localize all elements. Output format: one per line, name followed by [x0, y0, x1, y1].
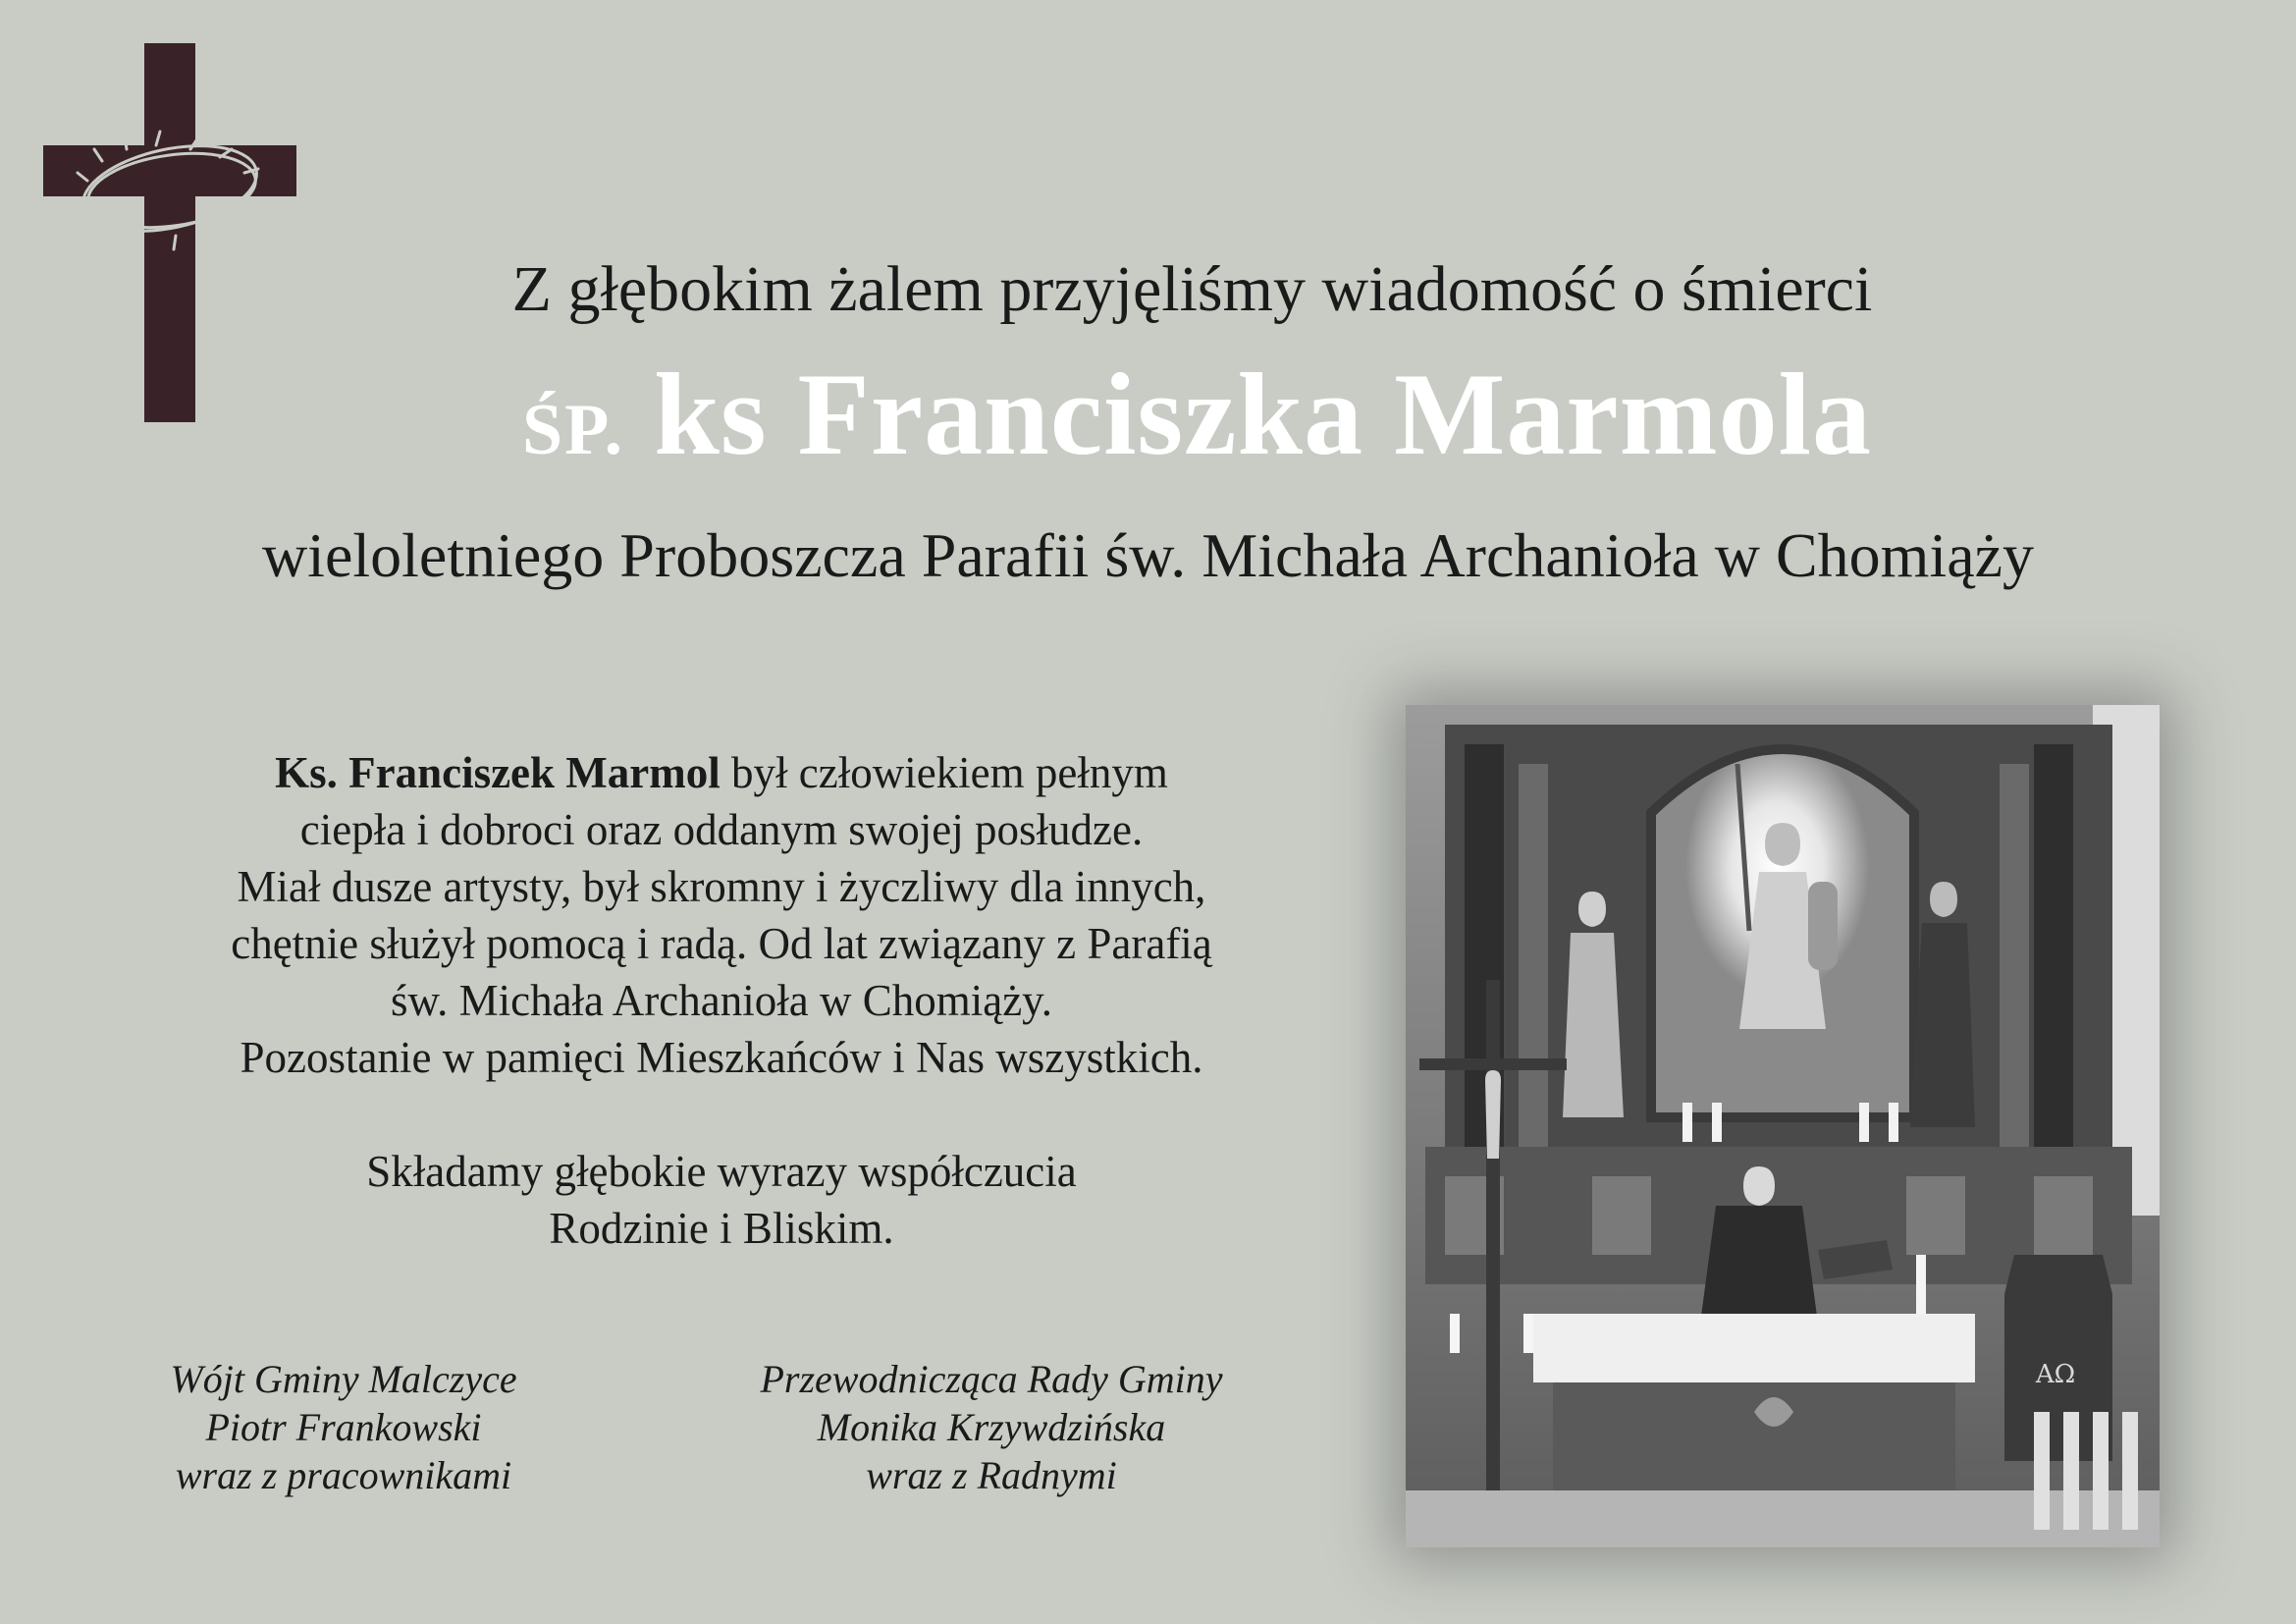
signature-with: wraz z Radnymi	[866, 1453, 1117, 1497]
tribute-line: Miał dusze artysty, był skromny i życzliwy dla innych,	[237, 862, 1206, 911]
signature-title: Wójt Gminy Malczyce	[170, 1357, 517, 1401]
signature-mayor	[108, 1355, 579, 1499]
tribute-text	[98, 744, 1345, 1257]
tribute-line: ciepła i dobroci oraz oddanym swojej posłudze.	[299, 805, 1144, 854]
condolence-line: Rodzinie i Bliskim.	[549, 1204, 894, 1253]
role-line: wieloletniego Proboszcza Parafii św. Michała Archanioła w Chomiąży	[261, 520, 2035, 590]
signature-with: wraz z pracownikami	[175, 1453, 512, 1497]
signature-council-chair	[707, 1355, 1276, 1499]
signature-person: Piotr Frankowski	[205, 1405, 482, 1449]
name-text: ks Franciszka Marmola	[654, 349, 1872, 479]
church-altar-photo	[1406, 705, 2160, 1547]
alpha-omega-emblem: AΩ	[2035, 1360, 2076, 1389]
tribute-line: Pozostanie w pamięci Mieszkańców i Nas wszystkich.	[240, 1033, 1203, 1082]
signature-title: Przewodnicząca Rady Gminy	[760, 1357, 1223, 1401]
tribute-line: Ks. Franciszek Marmol był człowiekiem pełnym	[275, 748, 1168, 797]
tribute-line: chętnie służył pomocą i radą. Od lat związany z Parafią	[231, 919, 1212, 968]
tribute-name: Ks. Franciszek Marmol	[275, 748, 721, 797]
condolence-line: Składamy głębokie wyrazy współczucia	[366, 1147, 1077, 1196]
tribute-line: św. Michała Archanioła w Chomiąży.	[391, 976, 1052, 1025]
intro-line: Z głębokim żalem przyjęliśmy wiadomość o śmierci	[511, 253, 1873, 325]
deceased-name	[0, 346, 2296, 499]
honorific: ŚP.	[522, 390, 625, 470]
signature-person: Monika Krzywdzińska	[817, 1405, 1166, 1449]
